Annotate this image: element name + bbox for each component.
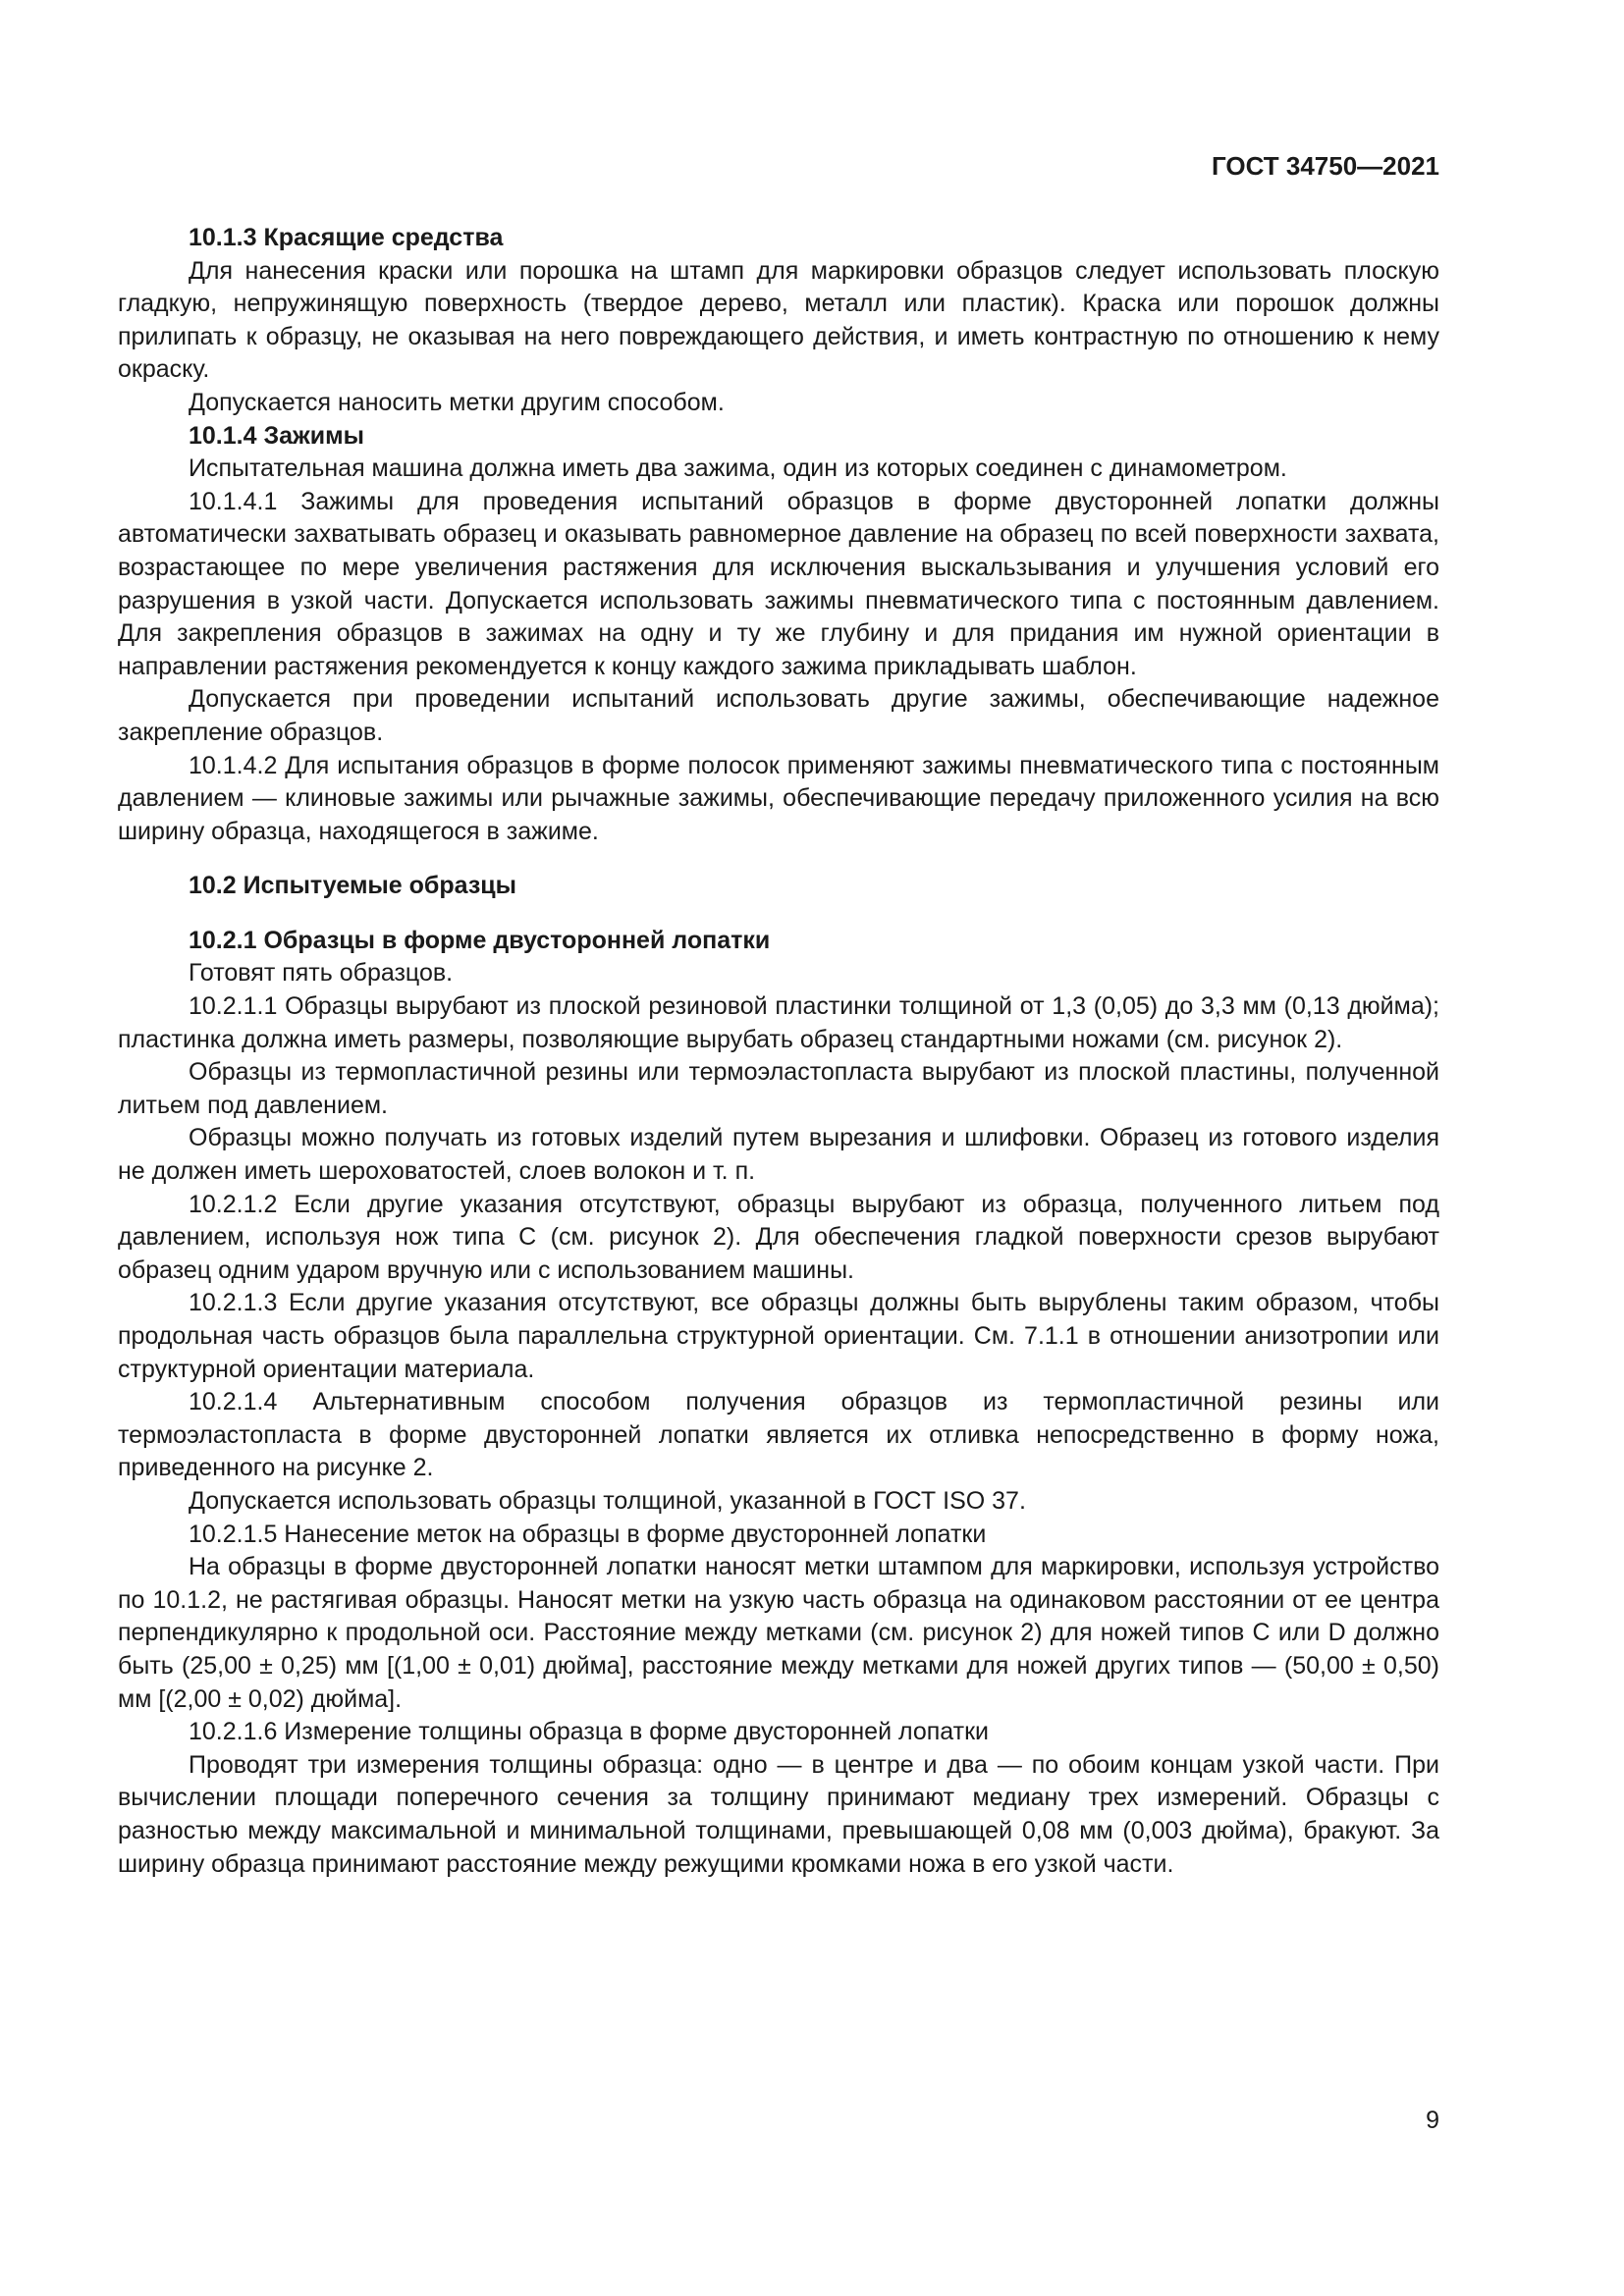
- body-paragraph: Проводят три измерения толщины образца: одно — в центре и два — по обоим концам узкой части. При вычислении площади поперечного сечения за толщину принимают медиану трех измерений. Образцы с разностью между максимальной и минимальной толщинами, превышающей 0,08 мм (0,003 дюйма), бракуют. За ширину образца принимают расстояние между режущими кромками ножа в его узкой части.: [118, 1750, 1439, 1878]
- body-paragraph: Допускается использовать образцы толщиной, указанной в ГОСТ ISO 37.: [189, 1486, 1026, 1515]
- document-code-header: ГОСТ 34750—2021: [1212, 151, 1439, 181]
- body-paragraph: 10.1.4.2 Для испытания образцов в форме полосок применяют зажимы пневматического типа с постоянным давлением — клиновые зажимы или рычажные зажимы, обеспечивающие передачу приложенного усилия на всю ширину образца, находящегося в зажиме.: [118, 751, 1439, 845]
- body-paragraph: Образцы можно получать из готовых изделий путем вырезания и шлифовки. Образец из готового изделия не должен иметь шероховатостей, слоев волокон и т. п.: [118, 1124, 1439, 1186]
- body-paragraph: 10.2.1.6 Измерение толщины образца в форме двусторонней лопатки: [189, 1718, 990, 1746]
- body-paragraph: Готовят пять образцов.: [189, 959, 454, 988]
- page-number: 9: [1426, 2107, 1439, 2134]
- body-paragraph: 10.2.1.5 Нанесение меток на образцы в форме двусторонней лопатки: [189, 1520, 987, 1548]
- body-paragraph: Испытательная машина должна иметь два зажима, один из которых соединен с динамометром.: [189, 454, 1287, 483]
- body-paragraph: Образцы из термопластичной резины или термоэластопласта вырубают из плоской пластины, полученной литьем под давлением.: [118, 1058, 1439, 1119]
- subsection-heading: 10.2.1 Образцы в форме двусторонней лопатки: [189, 926, 771, 954]
- body-paragraph: 10.2.1.4 Альтернативным способом получения образцов из термопластичной резины или термоэластопласта в форме двусторонней лопатки является их отливка непосредственно в форму ножа, приведенного на рисунке 2.: [118, 1388, 1439, 1482]
- body-paragraph: 10.2.1.1 Образцы вырубают из плоской резиновой пластинки толщиной от 1,3 (0,05) до 3,3 мм (0,13 дюйма); пластинка должна иметь размеры, позволяющие вырубать образец стандартными ножами (см. рисунок 2).: [118, 992, 1439, 1053]
- body-paragraph: 10.2.1.2 Если другие указания отсутствуют, образцы вырубают из образца, полученного литьем под давлением, используя нож типа С (см. рисунок 2). Для обеспечения гладкой поверхности срезов вырубают образец одним ударом вручную или с использованием машины.: [118, 1190, 1439, 1284]
- body-paragraph: Допускается наносить метки другим способом.: [189, 388, 725, 416]
- body-paragraph: Допускается при проведении испытаний использовать другие зажимы, обеспечивающие надежное закрепление образцов.: [118, 685, 1439, 746]
- document-body: [118, 222, 1439, 1881]
- body-paragraph: 10.2.1.3 Если другие указания отсутствуют, все образцы должны быть вырублены таким образом, чтобы продольная часть образцов была параллельна структурной ориентации. См. 7.1.1 в отношении анизотропии или структурной ориентации материала.: [118, 1289, 1439, 1383]
- subsection-heading: 10.1.4 Зажимы: [189, 421, 364, 450]
- section-heading: 10.2 Испытуемые образцы: [189, 872, 516, 900]
- body-paragraph: Для нанесения краски или порошка на штамп для маркировки образцов следует использовать плоскую гладкую, непружинящую поверхность (твердое дерево, металл или пластик). Краска или порошок должны прилипать к образцу, не оказывая на него повреждающего действия, и иметь контрастную по отношению к нему окраску.: [118, 256, 1439, 384]
- body-paragraph: 10.1.4.1 Зажимы для проведения испытаний образцов в форме двусторонней лопатки должны автоматически захватывать образец и оказывать равномерное давление на образец по всей поверхности захвата, возрастающее по мере увеличения растяжения для исключения выскальзывания и улучшения условий его разрушения в узкой части. Допускается использовать зажимы пневматического типа с постоянным давлением. Для закрепления образцов в зажимах на одну и ту же глубину и для придания им нужной ориентации в направлении растяжения рекомендуется к концу каждого зажима прикладывать шаблон.: [118, 487, 1439, 680]
- body-paragraph: На образцы в форме двусторонней лопатки наносят метки штампом для маркировки, используя устройство по 10.1.2, не растягивая образцы. Наносят метки на узкую часть образца на одинаковом расстоянии от ее центра перпендикулярно к продольной оси. Расстояние между метками (см. рисунок 2) для ножей типов С или D должно быть (25,00 ± 0,25) мм [(1,00 ± 0,01) дюйма], расстояние между метками для ножей других типов — (50,00 ± 0,50) мм [(2,00 ± 0,02) дюйма].: [118, 1553, 1439, 1713]
- subsection-heading: 10.1.3 Красящие средства: [189, 224, 504, 251]
